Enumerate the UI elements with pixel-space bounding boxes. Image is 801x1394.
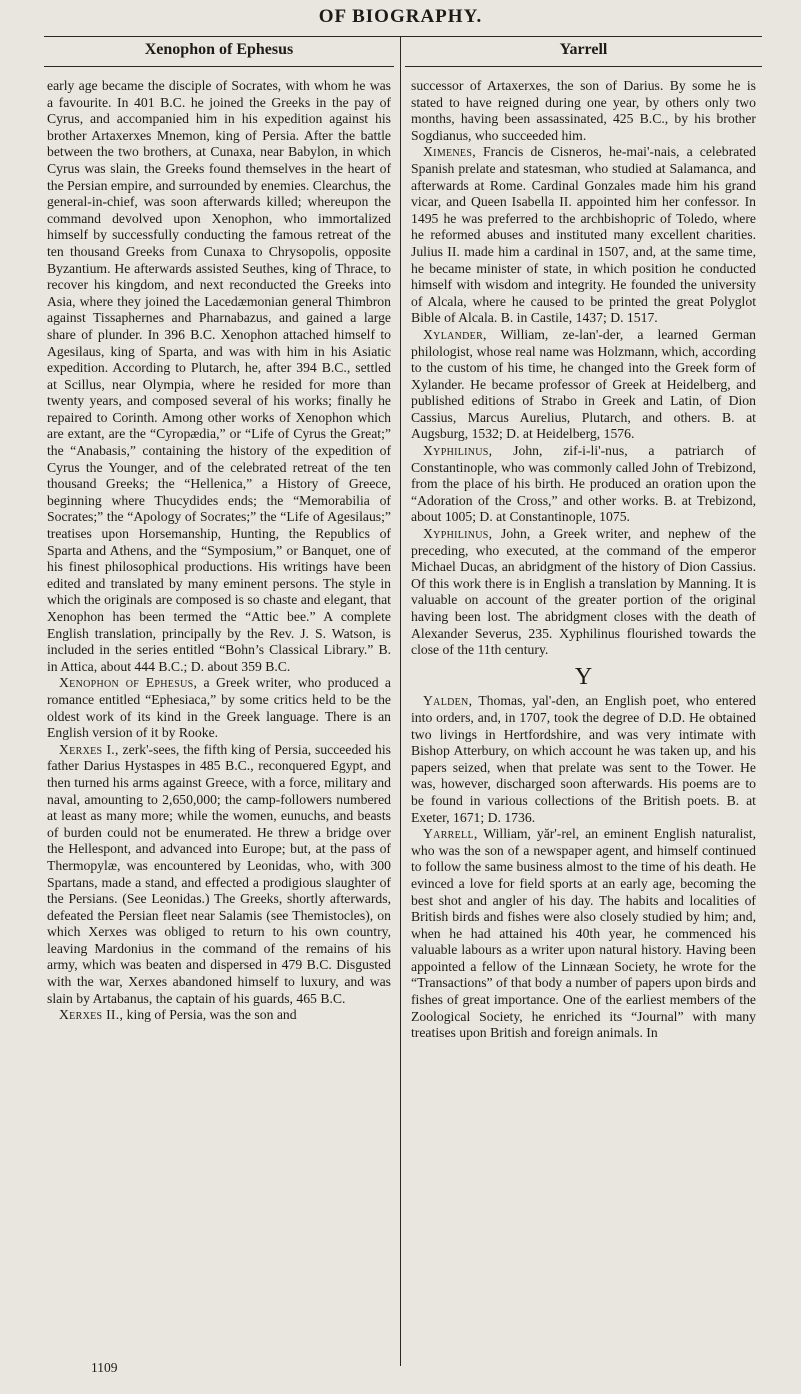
entry-body: John, a Greek writer, and nephew of the preceding, who executed, at the command of the emperor Michael Ducas, an abridgment of the history of Dion Cassius. Of this work there is in English a translation by Manning. It is valuable on account of the greater portion of the original having been lost. The abridgment closes with the death of Alexander Severus, 235. Xyphilinus flourished towards the close of the 11th century.	[411, 526, 756, 658]
header-rule-left	[44, 66, 394, 67]
letter-section-heading: Y	[574, 663, 593, 690]
entry-body: Thomas, yal'-den, an English poet, who entered into orders, and, in 1707, took the degree of D.D. He obtained two livings in Hertfordshire, and was very intimate with Bishop Atterbury, on which account he was taken up, and his papers seized, when that prelate was sent to the Tower. He was, however, discharged soon afterwards. His poems are to be found in various collections of the British poets. B. at Exeter, 1671; D. 1736.	[411, 693, 756, 825]
left-column-header: Xenophon of Ephesus	[144, 41, 294, 58]
entry-xyphilinus-patriarch	[411, 443, 756, 526]
right-column-header: Yarrell	[559, 41, 608, 58]
entry-headword: Xerxes II.,	[59, 1007, 124, 1023]
entry-headword: Ximenes,	[423, 144, 476, 160]
right-column	[411, 78, 756, 1042]
entry-headword: Xyphilinus,	[423, 443, 493, 459]
entry-headword: Xyphilinus,	[423, 526, 493, 542]
entry-xylander	[411, 327, 756, 443]
entry-body: William, yăr'-rel, an eminent English naturalist, who was the son of a newspaper agent, and himself continued to follow the same business almost to the time of his death. He evinced a love for field sports at an early age, becoming the best shot and angler of his day. The habits and localities of British birds and fishes were also closely studied by him; and, when he had attained his 40th year, he commenced his valuable labours as a writer upon natural history. Having been appointed a fellow of the Linnæan Society, he wrote for the “Transactions” of that body a number of papers upon birds and fishes of great importance. One of the earliest members of the Zoological Society, he enriched its “Journal” with many treatises upon British and foreign animals. In	[411, 826, 756, 1041]
entry-body: William, ze-lan'-der, a learned German philologist, whose real name was Holzmann, which, according to the custom of his time, he changed into the Greek form of Xylander. He became professor of Greek at Heidelberg, and published editions of Strabo in Greek and Latin, of Dion Cassius, Marcus Aurelius, Plutarch, and others. B. at Augsburg, 1532; D. at Heidelberg, 1576.	[411, 326, 756, 442]
entry-xyphilinus-writer	[411, 526, 756, 659]
entry-headword: Xerxes I.,	[59, 741, 119, 757]
left-column	[47, 78, 391, 1024]
entry-xerxes-ii-continued: successor of Artaxerxes, the son of Darius. By some he is stated to have reigned during one year, by others only two months, having been assassinated, 425 B.C., by his brother Sogdianus, who succeeded him.	[411, 78, 756, 143]
column-divider	[400, 36, 401, 1366]
entry-yarrell	[411, 826, 756, 1042]
page-number: 1109	[91, 1360, 118, 1375]
running-title: OF BIOGRAPHY.	[318, 6, 483, 27]
entry-body: John, zif-i-li'-nus, a patriarch of Constantinople, who was commonly called John of Trebizond, from the place of his birth. He produced an oration upon the “Adoration of the Cross,” and other works. B. at Trebizond, about 1005; D. at Constantinople, 1075.	[411, 443, 756, 525]
entry-body: Francis de Cisneros, he-mai'-nais, a celebrated Spanish prelate and statesman, who studied at Salamanca, and afterwards at Rome. Cardinal Gonzales made him his grand vicar, and Queen Isabella II. appointed him her confessor. In 1495 he was preferred to the archbishopric of Toledo, where he reformed abuses and instituted many excellent charities. Julius II. made him a cardinal in 1507, and, at the same time, he became minister of state, in which position he conducted himself with wisdom and integrity. He founded the university of Alcala, where he caused to be printed the great Polyglot Bible of Alcala. B. in Castile, 1437; D. 1517.	[411, 144, 756, 326]
entry-ximenes	[411, 144, 756, 327]
entry-headword: Xenophon of Ephesus,	[59, 675, 198, 691]
entry-xerxes-ii	[47, 1007, 391, 1024]
entry-xerxes-i	[47, 742, 391, 1008]
header-rule-right	[405, 66, 762, 67]
entry-headword: Yalden,	[423, 693, 473, 709]
entry-yalden	[411, 693, 756, 826]
entry-xenophon-continued: early age became the disciple of Socrates, with whom he was a favourite. In 401 B.C. he joined the Greeks in the pay of Cyrus, and accompanied him in his expedition against his brother Artaxerxes Mnemon, king of Persia. After the battle between the two brothers, at Cunaxa, near Babylon, in which Cyrus was slain, the Greeks found themselves in the heart of the Persian empire, and surrounded by enemies. Clearchus, the general-in-chief, was soon afterwards killed; whereupon the command devolved upon Xenophon, who immortalized himself by successfully conducting the famous retreat of the ten thousand Greeks from Cunaxa to Chrysopolis, opposite Byzantium. He afterwards assisted Seuthes, king of Thrace, to recover his kingdom, and next reconducted the Greeks into Asia, where they joined the Lacedæmonian general Thimbron against Tissaphernes and Pharnabazus, and gained a large share of plunder. In 396 B.C. Xenophon attached himself to Agesilaus, king of Sparta, and was with him in his Asiatic expedition. According to Plutarch, he, after 394 B.C., settled at Scillus, near Olympia, where he resided for more than twenty years, and composed several of his works; finally he repaired to Corinth. Among other works of Xenophon which are extant, are the “Cyropædia,” or “Life of Cyrus the Great;” the “Anabasis,” containing the history of the expedition of Cyrus the Younger, and of the celebrated retreat of the ten thousand Greeks; the “Hellenica,” a History of Greece, beginning where Thucydides ends; the “Memorabilia of Socrates;” the “Apology of Socrates;” the “Life of Agesilaus;” treatises upon Horsemanship, Hunting, the Republics of Sparta and Athens, and the “Symposium,” or Banquet, one of his finest philosophical productions. His writings have been edited and translated by many eminent persons. The style in which the originals are composed is so chaste and elegant, that Xenophon has been termed the “Attic bee.” A complete English translation, principally by the Rev. J. S. Watson, is included in the series entitled “Bohn’s Classical Library.” B. in Attica, about 444 B.C.; D. about 359 B.C.	[47, 78, 391, 674]
entry-body: king of Persia, was the son and	[123, 1007, 297, 1023]
top-rule	[44, 36, 762, 37]
entry-headword: Yarrell,	[423, 826, 478, 842]
entry-body: zerk'-sees, the fifth king of Persia, succeeded his father Darius Hystaspes in 485 B.C., reconquered Egypt, and then turned his arms against Greece, with a force, military and naval, amounting to 2,650,000; the camp-followers numbered at least as many more; while the women, eunuchs, and beasts of burden could not be enumerated. He threw a bridge over the Hellespont, and advanced into Europe; but, at the pass of Thermopylæ, was encountered by Leonidas, who, with 300 Spartans, made a stand, and effected a prodigious slaughter of the Persians. (See Leonidas.) The Greeks, shortly afterwards, defeated the Persian fleet near Salamis (see Themistocles), on which Xerxes was obliged to return to his own country, leaving Mardonius in the command of the remains of his army, which was beaten and dispersed in 479 B.C. Disgusted with the war, Xerxes abandoned himself to luxury, and was slain by Artabanus, the captain of his guards, 465 B.C.	[47, 741, 391, 1006]
entry-xenophon-of-ephesus	[47, 675, 391, 741]
entry-body: a Greek writer, who produced a romance entitled “Ephesiaca,” by some critics held to be the oldest work of its kind in the Greek language. There is an English version of it by Rooke.	[47, 675, 391, 741]
entry-headword: Xylander,	[423, 326, 487, 342]
